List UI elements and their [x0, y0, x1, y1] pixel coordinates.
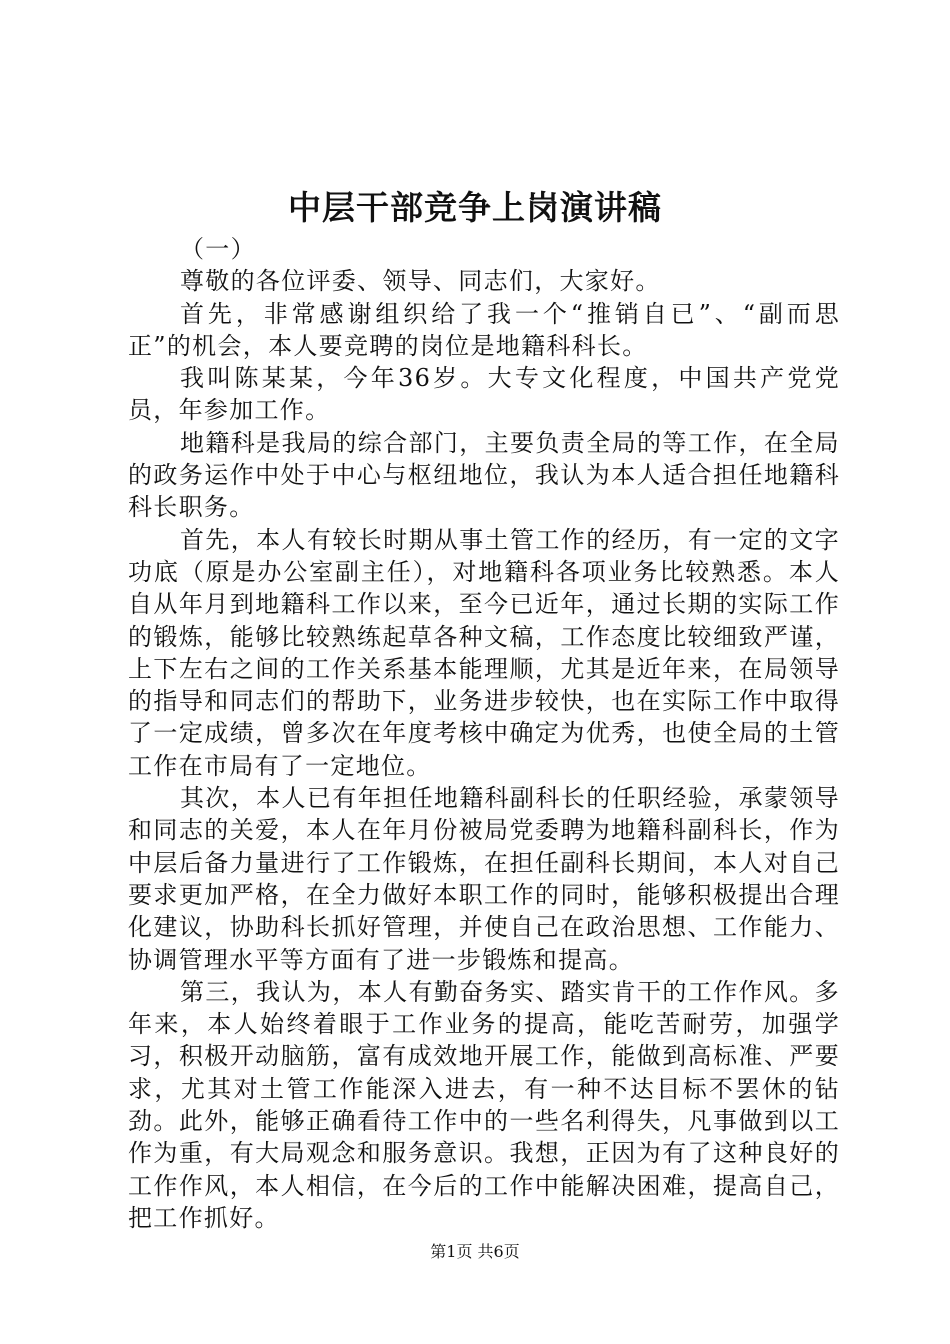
work-style-paragraph: 第三，我认为，本人有勤奋务实、踏实肯干的工作作风。多年来，本人始终着眼于工作业务的提高，能吃苦耐劳，加强学习，积极开动脑筋，富有成效地开展工作，能做到高标准、严要求，尤其对土管工作能深入进去，有一种不达目标不罢休的钻劲。此外，能够正确看待工作中的一些名利得失，凡事做到以工作为重，有大局观念和服务意识。我想，正因为有了这种良好的工作作风，本人相信，在今后的工作中能解决困难，提高自己，把工作抓好。	[128, 977, 840, 1232]
department-paragraph: 地籍科是我局的综合部门，主要负责全局的等工作，在全局的政务运作中处于中心与枢纽地位，我认为本人适合担任地籍科科长职务。	[128, 428, 840, 522]
greeting-paragraph: 尊敬的各位评委、领导、同志们，大家好。	[180, 267, 661, 296]
document-body	[128, 233, 840, 1234]
page-title: 中层干部竞争上岗演讲稿	[288, 188, 662, 227]
section-number: （一）	[180, 235, 256, 263]
page-number-footer: 第1页 共6页	[430, 1242, 520, 1261]
deputy-experience-paragraph: 其次，本人已有年担任地籍科副科长的任职经验，承蒙领导和同志的关爱，本人在年月份被局党委聘为地籍科副科长，作为中层后备力量进行了工作锻炼，在担任副科长期间，本人对自己要求更加严格，在全力做好本职工作的同时，能够积极提出合理化建议，协助科长抓好管理，并使自己在政治思想、工作能力、协调管理水平等方面有了进一步锻炼和提高。	[128, 784, 840, 974]
experience-paragraph: 首先，本人有较长时期从事土管工作的经历，有一定的文字功底（原是办公室副主任），对地籍科各项业务比较熟悉。本人自从年月到地籍科工作以来，至今已近年，通过长期的实际工作的锻炼，能够比较熟练起草各种文稿，工作态度比较细致严谨，上下左右之间的工作关系基本能理顺，尤其是近年来，在局领导的指导和同志们的帮助下，业务进步较快，也在实际工作中取得了一定成绩，曾多次在年度考核中确定为优秀，也使全局的土管工作在市局有了一定地位。	[128, 525, 840, 780]
intro-paragraph: 首先，非常感谢组织给了我一个“推销自已”、“副而思正”的机会，本人要竞聘的岗位是地籍科科长。	[128, 299, 840, 360]
self-introduction-paragraph: 我叫陈某某，今年36岁。大专文化程度，中国共产党党员，年参加工作。	[128, 364, 840, 425]
